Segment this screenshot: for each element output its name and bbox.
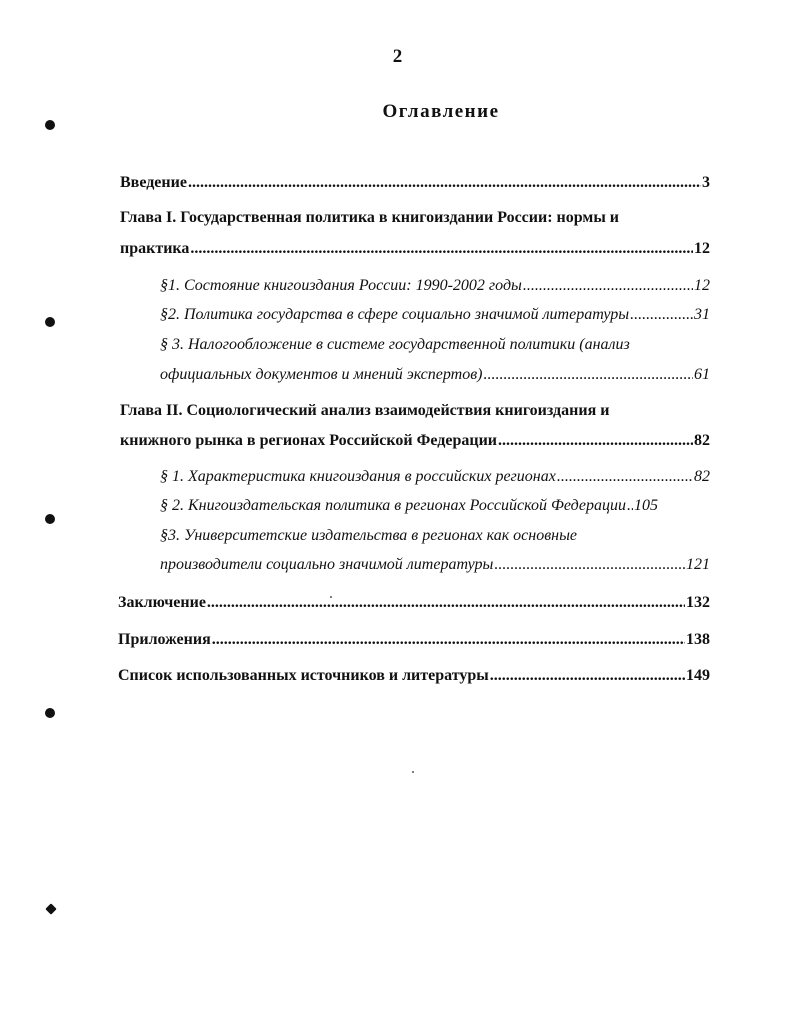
toc-entry-sources[interactable] [118,667,710,685]
toc-entry-label: §1. Состояние книгоиздания России: 1990-2002 годы [160,277,522,294]
toc-entry-label: § 1. Характеристика книгоиздания в российских регионах [160,468,556,485]
toc-entry-ch1-s1[interactable] [160,277,710,295]
toc-entry-page: 138 [686,631,710,648]
binder-hole-2 [45,317,55,327]
toc-entry-label: Приложения [118,631,211,648]
toc-entry-ch2-s2[interactable] [160,497,710,515]
leader-dots [523,277,693,295]
scan-speck [412,771,414,773]
toc-entry-ch1-s3[interactable] [160,366,710,384]
page-number: 2 [392,46,403,67]
toc-entry-ch2-s3-line-1[interactable]: §3. Университетские издательства в регионах как основные [160,527,578,544]
toc-entry-chapter-1[interactable] [120,240,710,258]
toc-entry-page: 12 [694,240,710,257]
page-title: Оглавление [382,101,500,122]
toc-entry-conclusion[interactable] [118,594,710,612]
toc-entry-label: Список использованных источников и литературы [118,667,489,684]
leader-dots [188,174,701,192]
toc-entry-label: Заключение [118,594,206,611]
toc-entry-page: 149 [686,667,710,684]
binder-hole-4 [45,708,55,718]
toc-entry-label: §2. Политика государства в сфере социально значимой литературы [160,306,630,323]
toc-entry-ch2-s1[interactable] [160,468,710,486]
toc-entry-page: 82 [694,468,710,485]
toc-entry-page: 31 [694,306,710,323]
toc-entry-page: 132 [686,594,710,611]
toc-entry-page: 82 [694,432,710,449]
binder-hole-3 [45,514,55,524]
toc-entry-intro[interactable] [120,174,710,192]
toc-entry-page: 12 [694,277,710,294]
toc-entry-label: официальных документов и мнений экспертов) [160,366,483,383]
leader-dots [212,631,685,649]
leader-dots [190,240,693,258]
leader-dots [630,306,693,324]
toc-entry-ch1-s2[interactable] [160,306,710,324]
toc-entry-page: 61 [694,366,710,383]
toc-entry-label: практика [120,240,190,257]
toc-entry-page: 121 [686,556,710,573]
leader-dots [490,667,685,685]
toc-entry-label: книжного рынка в регионах Российской Федерации [120,432,497,449]
leader-dots [627,497,633,515]
binder-hole-5 [45,903,56,914]
toc-entry-ch1-s3-line-1[interactable]: § 3. Налогообложение в системе государственной политики (анализ [160,336,630,353]
toc-entry-ch2-s3[interactable] [160,556,710,574]
toc-entry-label: производители социально значимой литературы [160,556,494,573]
toc-entry-label: Введение [120,174,187,191]
toc-chapter-2-line-1[interactable]: Глава II. Социологический анализ взаимодействия книгоиздания и [120,402,610,419]
toc-entry-page: 3 [702,174,710,191]
toc-entry-page: 105 [633,497,658,514]
leader-dots [207,594,685,612]
toc-entry-appendix[interactable] [118,631,710,649]
leader-dots [498,432,693,450]
leader-dots [557,468,693,486]
toc-entry-chapter-2[interactable] [120,432,710,450]
toc-entry-label: § 2. Книгоиздательская политика в регионах Российской Федерации [160,497,626,514]
leader-dots [494,556,685,574]
toc-chapter-1-line-1[interactable]: Глава I. Государственная политика в книгоиздании России: нормы и [120,209,620,226]
leader-dots [483,366,693,384]
